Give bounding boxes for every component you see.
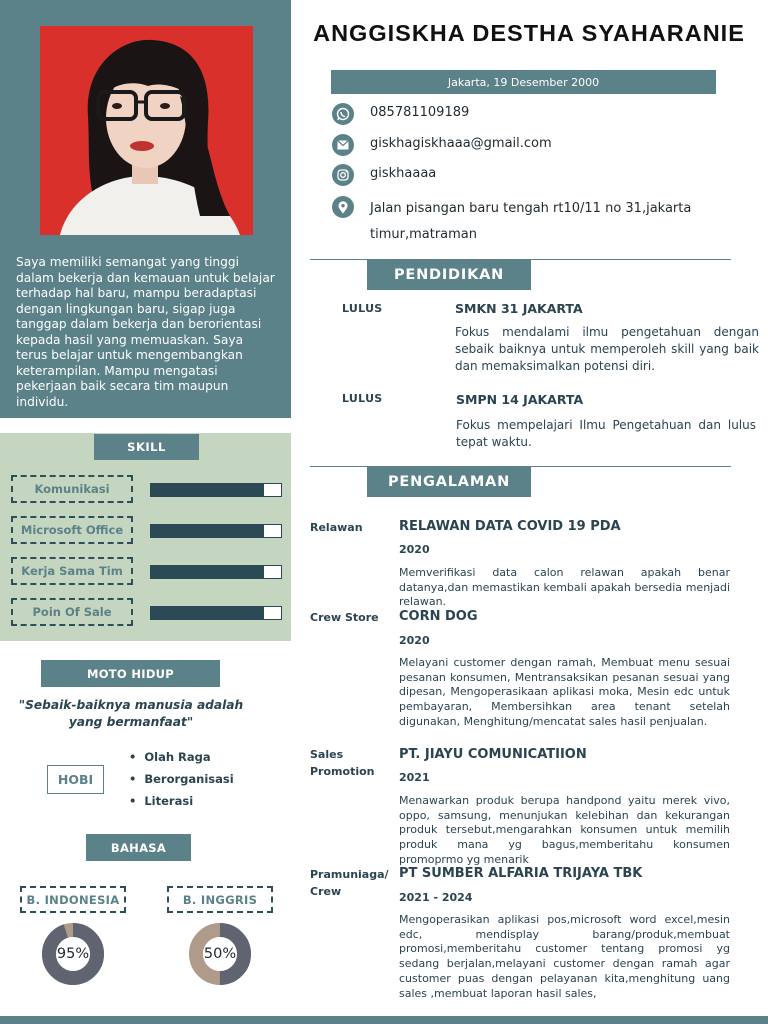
profile-summary: Saya memiliki semangat yang tinggi dalam bekerja dan kemauan untuk belajar terhadap hal baru, mampu beradaptasi dengan lingkungan baru, sigap juga tanggap dalam bekerja dan berorientasi kepada hasil yang memuaskan. Saya terus belajar untuk mengembangkan keterampilan. Mampu mengatasi pekerjaan baik secara tim maupun individu.: [16, 255, 275, 409]
email-address: giskhagiskhaaa@gmail.com: [370, 136, 552, 151]
skill-heading: SKILL: [94, 434, 199, 460]
hobi-item: • Olah Raga: [129, 748, 234, 770]
education-school: SMPN 14 JAKARTA: [456, 392, 584, 407]
experience-description: Menawarkan produk berupa handpond yaitu merek vivo, oppo, samsung, menunjukan kelebihan dan kekurangan produk tersebut,mengarahkan konsumen untuk memilih produk mana yg bagus,memberitahu konsumen promoprmo yg menarik: [399, 794, 730, 866]
moto-text: "Sebaik-baiknya manusia adalah yang bermanfaat": [18, 698, 244, 729]
experience-year: 2021 - 2024: [399, 891, 473, 904]
skill-level-fill: [151, 525, 264, 537]
education-description: Fokus mempelajari Ilmu Pengetahuan dan lulus tepat waktu.: [456, 418, 756, 449]
hobi-list: [129, 748, 234, 814]
hobi-item: • Literasi: [129, 792, 234, 814]
skill-level-fill: [151, 484, 264, 496]
skill-label: Microsoft Office: [11, 516, 133, 544]
home-address: Jalan pisangan baru tengah rt10/11 no 31,jakarta timur,matraman: [370, 201, 692, 242]
education-description: Fokus mendalami ilmu pengetahuan dengan sebaik baiknya untuk memperoleh skill yang baik dan memaksimalkan potensi diri.: [455, 325, 759, 373]
experience-company: PT SUMBER ALFARIA TRIJAYA TBK: [399, 866, 643, 881]
experience-role: Sales Promotion: [310, 748, 375, 778]
birth-info: Jakarta, 19 Desember 2000: [331, 70, 716, 94]
pengalaman-heading: PENGALAMAN: [367, 466, 531, 497]
experience-year: 2021: [399, 771, 430, 784]
skill-level-fill: [151, 566, 264, 578]
hobi-item: • Berorganisasi: [129, 770, 234, 792]
experience-role: Relawan: [310, 521, 363, 534]
skill-row: [11, 516, 283, 544]
experience-year: 2020: [399, 634, 430, 647]
footer-bar: [0, 1016, 768, 1024]
experience-description: Melayani customer dengan ramah, Membuat menu sesuai pesanan konsumen, Mentransaksikan pesanan sesuai yang dipesan, Mengoperasikaan aplikasi moka, Mesin edc untuk pembayaran, Membersihkan area tenant setelah digunakan, Menghitung/mencatat sales hasil penjualan.: [399, 656, 730, 728]
bahasa-heading: BAHASA: [86, 834, 191, 861]
language-percent: 50%: [203, 946, 237, 962]
phone-number: 085781109189: [370, 105, 470, 120]
skill-level-fill: [151, 607, 264, 619]
experience-company: PT. JIAYU COMUNICATIION: [399, 747, 587, 762]
portrait-illustration: [40, 26, 253, 235]
moto-heading: MOTO HIDUP: [41, 660, 220, 687]
skill-level-bar: [150, 606, 282, 620]
language-percent: 95%: [56, 946, 90, 962]
skill-row: [11, 598, 283, 626]
language-label: B. INGGRIS: [167, 886, 273, 913]
full-name: ANGGISKHA DESTHA SYAHARANIE: [313, 20, 745, 46]
education-status: LULUS: [342, 302, 383, 315]
skill-row: [11, 557, 283, 585]
experience-role: Crew Store: [310, 611, 379, 624]
experience-year: 2020: [399, 543, 430, 556]
skill-label: Komunikasi: [11, 475, 133, 503]
instagram-icon: [332, 164, 354, 186]
skill-level-bar: [150, 483, 282, 497]
instagram-handle: giskhaaaa: [370, 166, 437, 181]
mail-icon: [332, 134, 354, 156]
experience-role: Pramuniaga/ Crew: [310, 868, 389, 898]
skill-label: Poin Of Sale: [11, 598, 133, 626]
skill-row: [11, 475, 283, 503]
skill-label: Kerja Sama Tim: [11, 557, 133, 585]
language-label: B. INDONESIA: [20, 886, 126, 913]
education-status: LULUS: [342, 392, 383, 405]
hobi-heading: HOBI: [47, 765, 104, 794]
experience-description: Mengoperasikan aplikasi pos,microsoft word excel,mesin edc, mendisplay barang/produk,membuat promosi,memberitahu customer tentang promosi yg sedang berjalan,melayani customer dengan ramah agar customer puas dengan pelayanan kita,menghitung uang sales ,membuat laporan hasil sales,: [399, 913, 730, 1000]
whatsapp-icon: [332, 103, 354, 125]
profile-photo: [40, 26, 253, 235]
location-pin-icon: [332, 196, 354, 218]
experience-company: RELAWAN DATA COVID 19 PDA: [399, 519, 621, 534]
skill-level-bar: [150, 565, 282, 579]
experience-company: CORN DOG: [399, 609, 478, 624]
experience-description: Memverifikasi data calon relawan apakah benar datanya,dan memastikan kembali apakah bersedia menjadi relawan.: [399, 566, 730, 609]
pendidikan-heading: PENDIDIKAN: [367, 259, 531, 290]
education-school: SMKN 31 JAKARTA: [455, 301, 583, 316]
skill-level-bar: [150, 524, 282, 538]
